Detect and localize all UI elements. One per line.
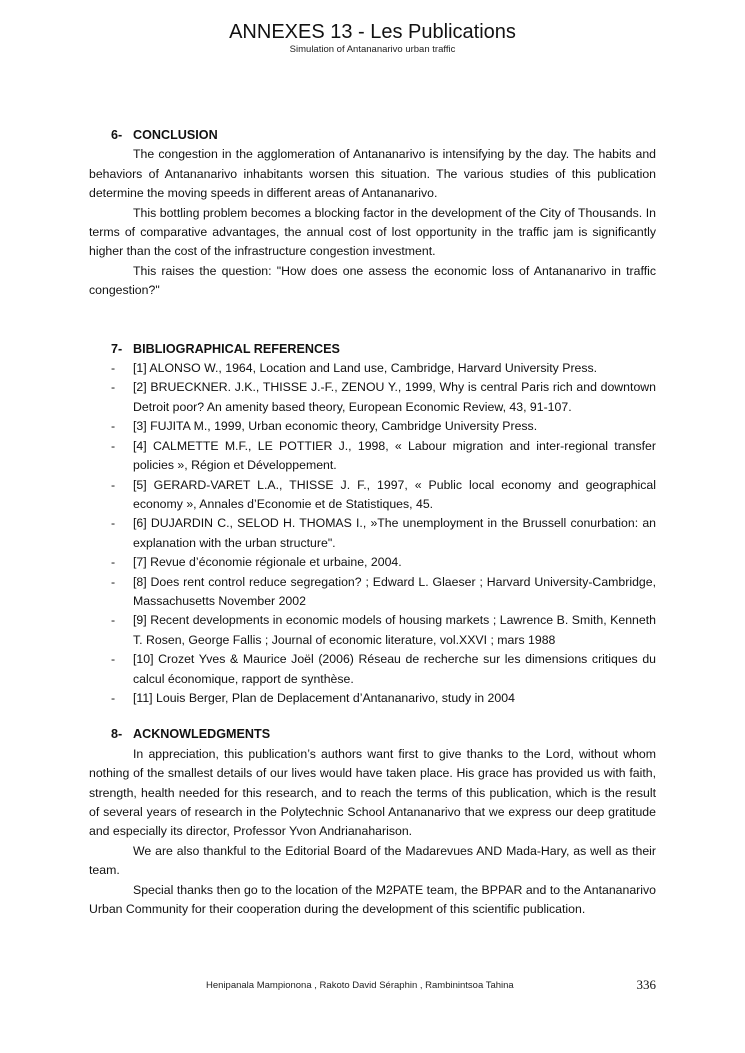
- reference-list: [89, 359, 656, 708]
- conclusion-number: 6-: [111, 128, 123, 142]
- reference-text: [9] Recent developments in economic models of housing markets ; Lawrence B. Smith, Kenneth T. Rosen, George Fallis ; Journal of economic literature, vol.XXVI ; mars 1988: [133, 613, 656, 647]
- reference-text: [11] Louis Berger, Plan de Deplacement d’Antananarivo, study in 2004: [133, 690, 515, 705]
- bullet-dash: -: [111, 380, 116, 395]
- reference-item: [89, 689, 656, 708]
- references-heading: [89, 340, 656, 359]
- reference-text: [3] FUJITA M., 1999, Urban economic theory, Cambridge University Press.: [133, 419, 538, 434]
- acknowledgments-paragraph: Special thanks then go to the location of the M2PATE team, the BPPAR and to the Antananarivo Urban Community for their cooperation during the development of this scientific publication.: [89, 882, 656, 917]
- references-title: BIBLIOGRAPHICAL REFERENCES: [133, 341, 340, 356]
- bullet-dash: -: [111, 361, 116, 376]
- reference-item: [89, 378, 656, 417]
- footer-authors: Henipanala Mampionona , Rakoto David Séraphin , Rambinintsoa Tahina: [206, 980, 514, 991]
- reference-text: [10] Crozet Yves & Maurice Joël (2006) Réseau de recherche sur les dimensions critiques du calcul économique, rapport de synthèse.: [133, 652, 656, 686]
- bullet-dash: -: [111, 690, 116, 705]
- references-number: 7-: [111, 341, 123, 356]
- section-spacer: [89, 301, 656, 340]
- conclusion-paragraph: This raises the question: "How does one assess the economic loss of Antananarivo in traffic congestion?": [89, 263, 656, 298]
- bullet-dash: -: [111, 652, 116, 667]
- reference-item: [89, 650, 656, 689]
- reference-text: [5] GERARD-VARET L.A., THISSE J. F., 1997, « Public local economy and geographical economy », Annales d’Economie et de Statistiques, 45.: [133, 477, 656, 511]
- reference-text: [4] CALMETTE M.F., LE POTTIER J., 1998, « Labour migration and inter-regional transfer policies », Région et Développement.: [133, 438, 656, 473]
- reference-text: [7] Revue d’économie régionale et urbaine, 2004.: [133, 555, 402, 570]
- acknowledgments-paragraph: In appreciation, this publication’s authors want first to give thanks to the Lord, without whom nothing of the smallest details of our lives would have taken place. His grace has provided us with faith, strength, health needed for this research, and to reach the terms of this publication, which is the result of several years of research in the Polytechnic School Antananarivo that we express our deep gratitude and especially its director, Professor Yvon Andrianaharison.: [89, 746, 656, 839]
- conclusion-paragraph: This bottling problem becomes a blocking factor in the development of the City of Thousands. In terms of comparative advantages, the annual cost of lost opportunity in the traffic jam is significantly higher than the cost of the infrastructure congestion investment.: [89, 205, 656, 259]
- reference-text: [6] DUJARDIN C., SELOD H. THOMAS I., »The unemployment in the Brussell conurbation: an explanation with the urban structure".: [133, 516, 656, 550]
- document-body: [89, 126, 656, 919]
- bullet-dash: -: [111, 613, 116, 628]
- reference-item: [89, 611, 656, 650]
- acknowledgments-title: ACKNOWLEDGMENTS: [133, 727, 271, 742]
- reference-item: [89, 573, 656, 612]
- reference-item: [89, 553, 656, 572]
- reference-item: [89, 514, 656, 553]
- reference-text: [2] BRUECKNER. J.K., THISSE J.-F., ZENOU Y., 1999, Why is central Paris rich and downtown Detroit poor? An amenity based theory, European Economic Review, 43, 91-107.: [133, 380, 656, 414]
- reference-text: [1] ALONSO W., 1964, Location and Land use, Cambridge, Harvard University Press.: [133, 361, 598, 376]
- bullet-dash: -: [111, 419, 116, 434]
- bullet-dash: -: [111, 516, 116, 531]
- reference-item: [89, 417, 656, 436]
- reference-item: [89, 476, 656, 515]
- acknowledgments-paragraph: We are also thankful to the Editorial Board of the Madarevues AND Mada-Hary, as well as their team.: [89, 843, 656, 878]
- reference-item: [89, 437, 656, 476]
- bullet-dash: -: [111, 574, 116, 589]
- section-spacer: [89, 708, 656, 725]
- bullet-dash: -: [111, 555, 116, 570]
- page-number: 336: [636, 977, 656, 992]
- reference-item: [89, 359, 656, 378]
- reference-text: [8] Does rent control reduce segregation? ; Edward L. Glaeser ; Harvard University-Cambridge, Massachusetts November 2002: [133, 574, 656, 608]
- acknowledgments-heading: [89, 725, 656, 744]
- bullet-dash: -: [111, 477, 116, 492]
- page-header-title: ANNEXES 13 - Les Publications: [229, 21, 516, 43]
- acknowledgments-number: 8-: [111, 727, 123, 742]
- conclusion-paragraph: The congestion in the agglomeration of Antananarivo is intensifying by the day. The habits and behaviors of Antananarivo inhabitants worsen this situation. The various studies of this publication determine the moving speeds in different areas of Antananarivo.: [89, 147, 656, 201]
- conclusion-heading: [89, 126, 656, 145]
- page-header-subtitle: Simulation of Antananarivo urban traffic: [289, 44, 456, 55]
- conclusion-title: CONCLUSION: [133, 128, 218, 142]
- bullet-dash: -: [111, 438, 116, 453]
